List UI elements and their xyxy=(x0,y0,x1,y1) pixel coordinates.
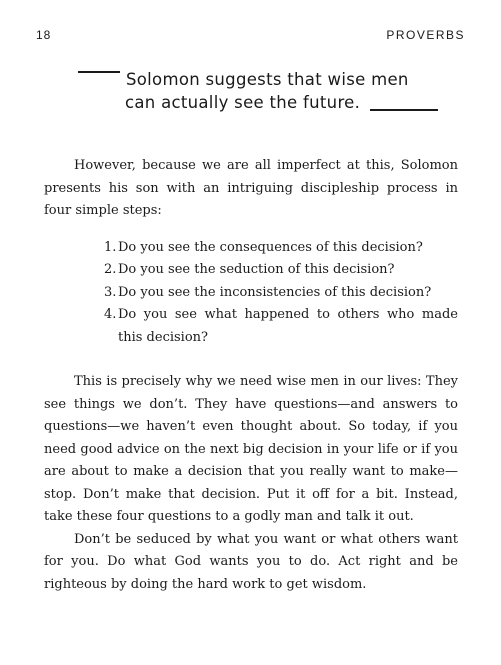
pull-quote-text-1: Solomon suggests that wise men xyxy=(126,70,409,89)
page-header xyxy=(36,28,465,46)
list-item-number: 2. xyxy=(104,262,117,277)
running-head: PROVERBS xyxy=(386,28,465,42)
list-item xyxy=(104,304,458,349)
list-item-text: Do you see the seduction of this decision? xyxy=(118,262,395,277)
pull-quote xyxy=(78,68,438,114)
list-item-text: Do you see the inconsistencies of this decision? xyxy=(118,284,432,300)
list-item xyxy=(104,259,458,282)
paragraph-conclusion: Don’t be seduced by what you want or what others want for you. Do what God wants you to do. Act right and be righteous by doing the hard work to get wisdom. xyxy=(44,531,458,592)
list-item-text: Do you see what happened to others who made this decision? xyxy=(118,307,458,345)
pull-quote-line-1 xyxy=(78,68,438,91)
pull-quote-rule-left xyxy=(78,71,120,73)
paragraph-wise-men: This is precisely why we need wise men in our lives: They see things we don’t. They have questions—and answers to questions—we haven’t even thought about. So today, if you need good advice on the next big decision in your life or if you are about to make a decision that you really want to make—stop. Don’t make that decision. Put it off for a bit. Instead, take these four questions to a godly man and talk it out. xyxy=(44,374,458,524)
steps-list xyxy=(44,237,458,350)
list-item-number: 3. xyxy=(104,284,117,300)
body-text xyxy=(44,155,458,596)
list-item xyxy=(104,237,458,260)
pull-quote-line-2 xyxy=(125,91,438,114)
pull-quote-text-2: can actually see the future. xyxy=(125,93,361,112)
list-item-number: 1. xyxy=(104,239,117,255)
list-item xyxy=(104,282,458,305)
intro-paragraph: However, because we are all imperfect at this, Solomon presents his son with an intriguing discipleship process in four simple steps: xyxy=(44,158,458,218)
list-item-number: 4. xyxy=(104,307,117,322)
pull-quote-rule-right xyxy=(370,109,438,111)
list-item-text: Do you see the consequences of this decision? xyxy=(118,239,423,255)
page-number: 18 xyxy=(36,28,52,42)
